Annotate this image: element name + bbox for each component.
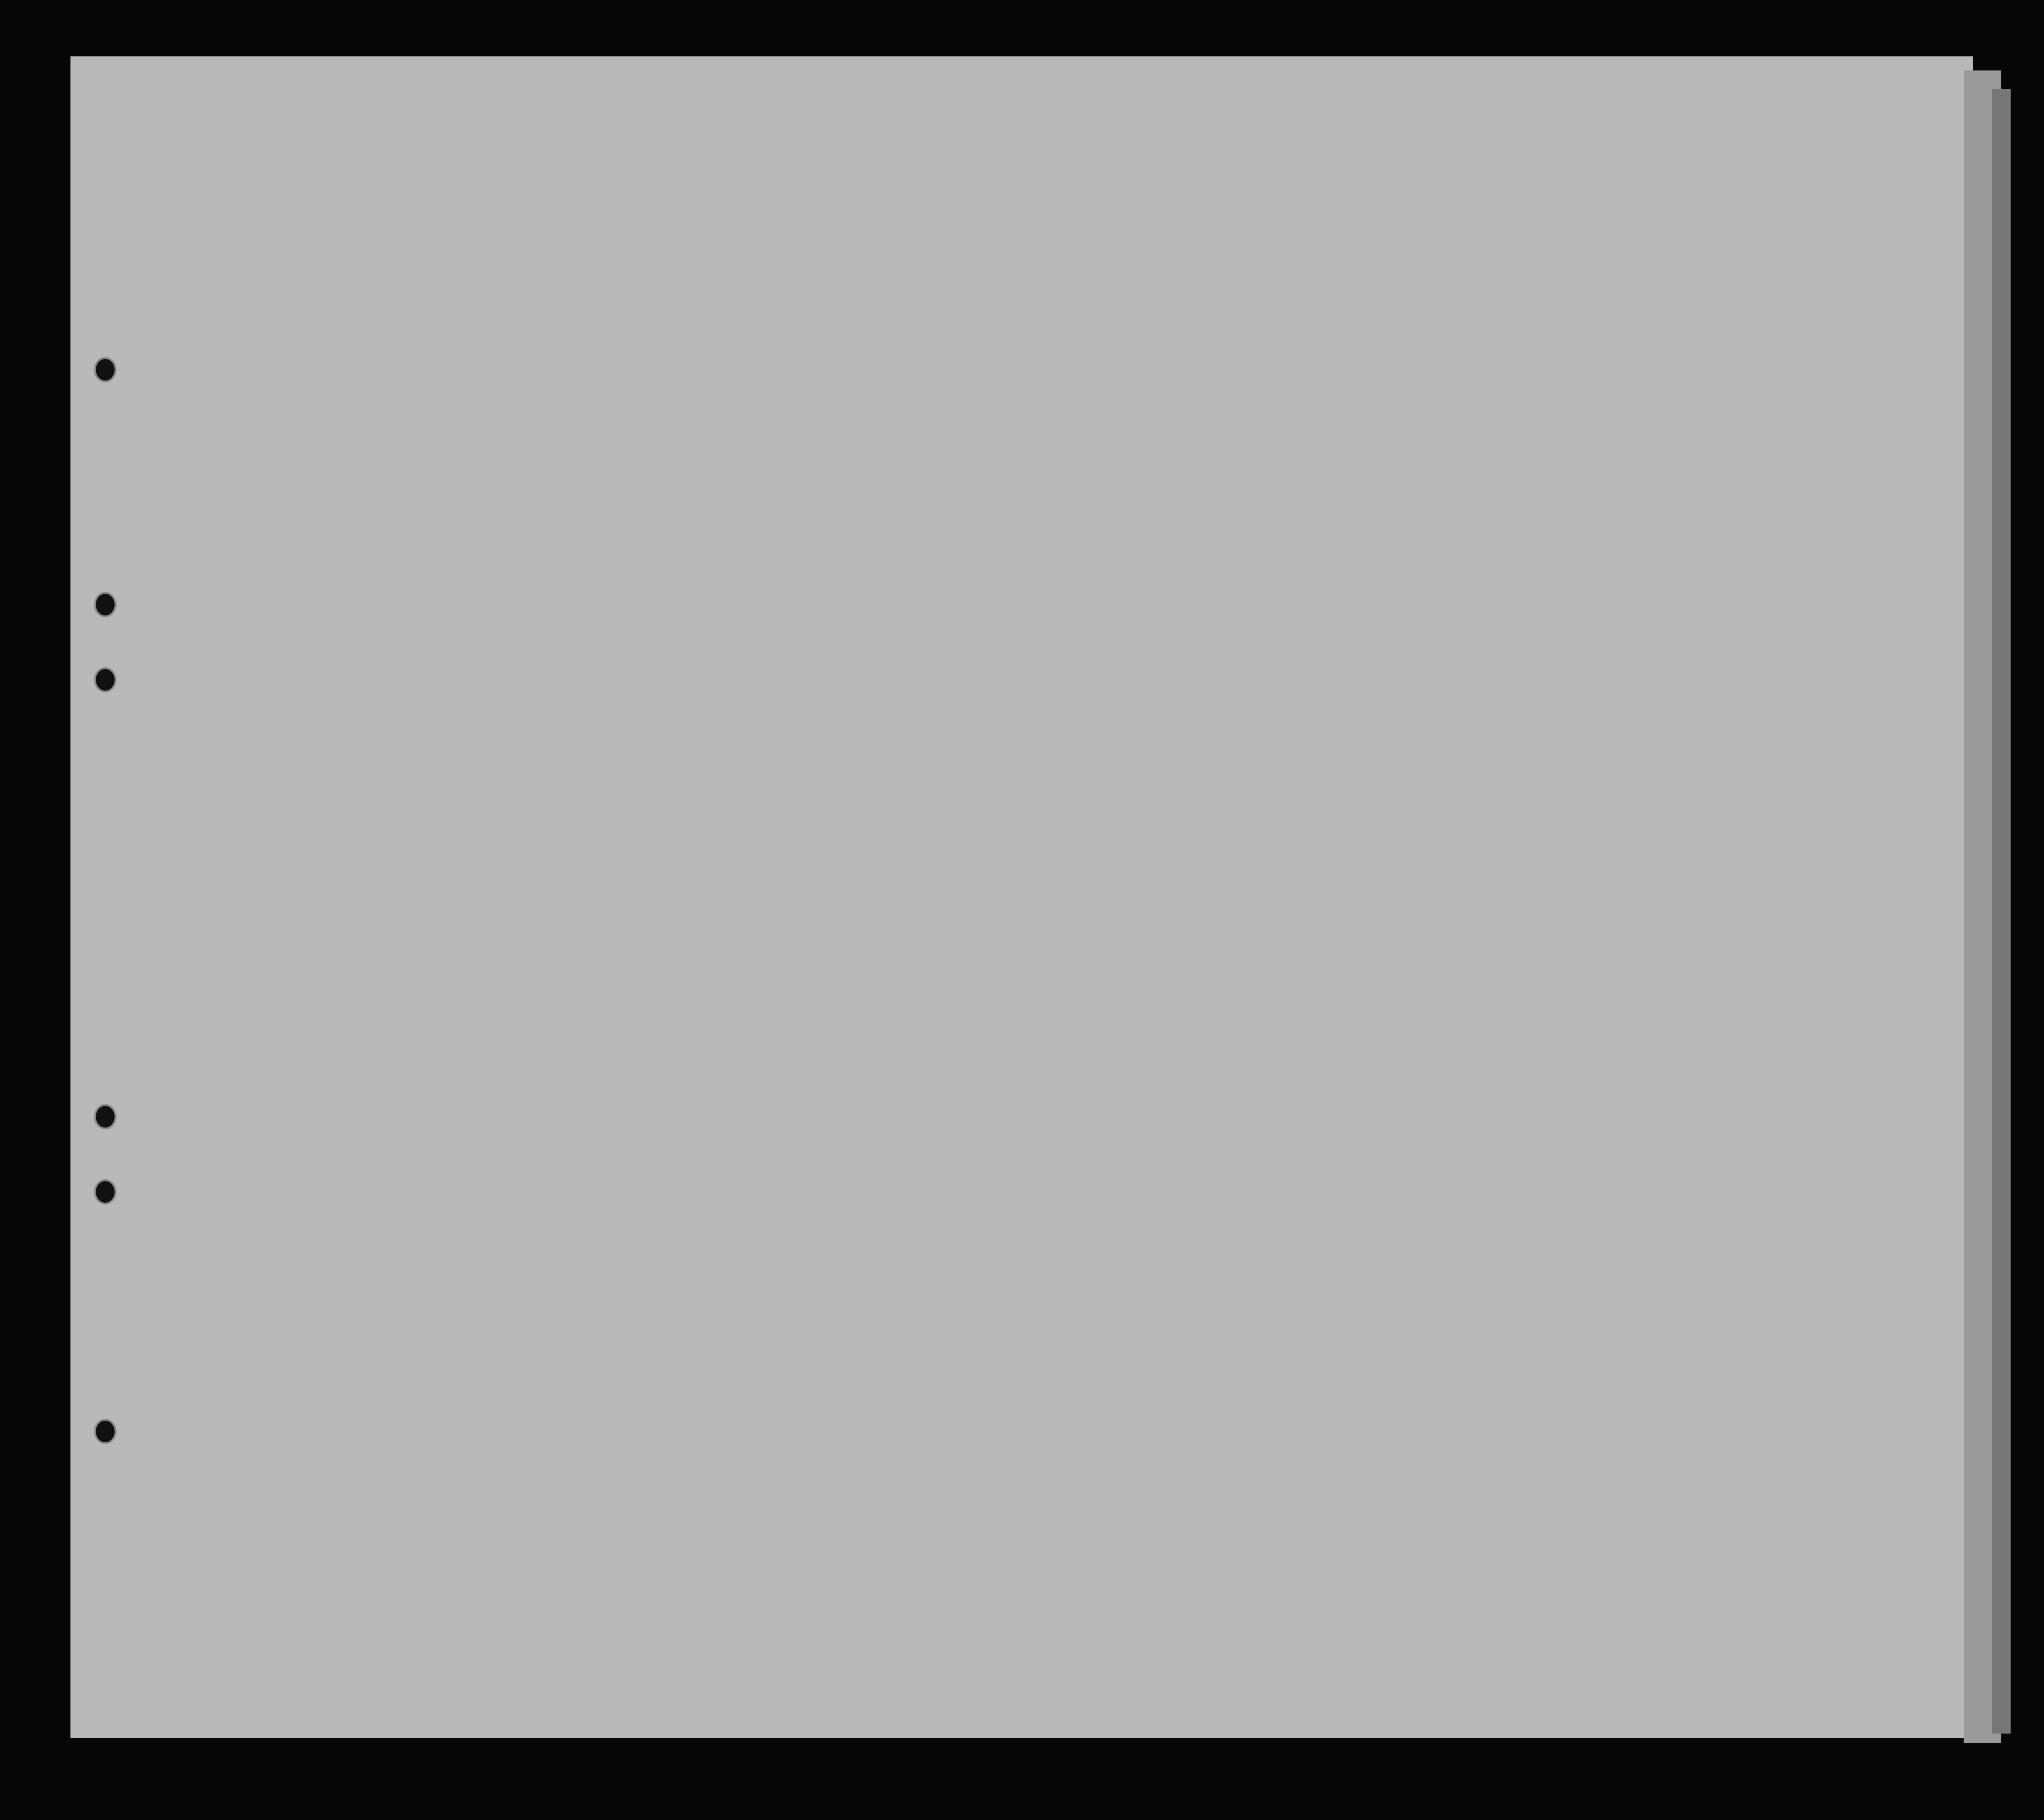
binder-hole-icon <box>94 1179 117 1205</box>
binder-hole-icon <box>94 667 117 692</box>
binder-hole-icon <box>94 592 117 617</box>
binder-hole-icon <box>94 1104 117 1129</box>
binder-hole-icon <box>94 1419 117 1444</box>
binder-hole-icon <box>94 357 117 382</box>
